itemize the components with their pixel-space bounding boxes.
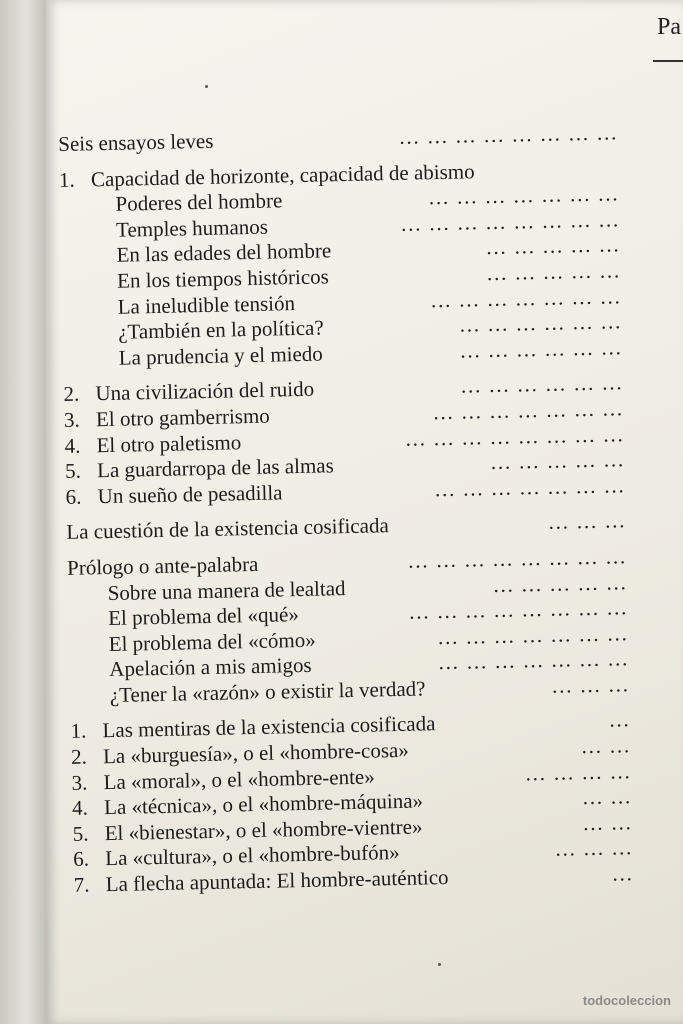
toc-entry-title: La prudencia y el miedo [118,341,324,370]
toc-leader-dots: … [608,707,631,733]
running-header-text: Pa [657,14,681,40]
toc-entry-title: El problema del «qué» [107,602,300,631]
toc-entry-title: La ineludible tensión [117,290,296,319]
toc-entry-title: El «bienestar», o el «hombre-vientre» [104,814,423,846]
toc-entry-title: La «cultura», o el «hombre-bufón» [104,840,400,871]
toc-leader-dots: … … … … … … … [427,181,620,210]
toc-entry-title: Una civilización del ruido [95,377,315,406]
toc-leader-dots: … [611,861,634,886]
toc-entry-title: El otro gamberrismo [95,403,271,432]
toc-entry-title: Seis ensayos leves [58,128,214,156]
toc-entry-title: Un sueño de pesadilla [97,480,283,508]
toc-entry-title: La cuestión de la existencia cosificada [66,513,390,545]
toc-leader-dots: … … … … … … … [436,620,629,649]
toc-leader-dots: … … … … … … … … [398,120,619,149]
toc-entry-number: 6. [72,846,90,872]
toc-entry-title: La «moral», o el «hombre-ente» [103,764,375,794]
running-header [643,0,683,80]
toc-entry-title: El otro paletismo [96,429,242,457]
toc-leader-dots: … … … … … … … [437,646,630,675]
paper-speck [205,85,208,88]
toc-entry-number: 1. [58,167,75,192]
toc-entry-number: 3. [71,770,88,795]
toc-leader-dots: … … … … … … … [429,283,622,312]
toc-leader-dots: … … [582,809,633,836]
toc-leader-dots: … … … … … [492,569,628,597]
toc-entry-title: Capacidad de horizonte, capacidad de abismo [90,158,475,191]
toc-entry-number: 6. [65,484,82,509]
toc-entry-number: 2. [63,381,80,407]
toc-leader-dots: … … … [547,508,627,535]
toc-leader-dots: … … [580,733,632,759]
toc-entry-title: La «burguesía», o el «hombre-cosa» [102,737,410,769]
toc-entry-title: Poderes del hombre [115,188,283,216]
toc-leader-dots: … … … … … [485,232,621,260]
watermark-logo: todocoleccion [582,993,671,1008]
toc-leader-dots: … … … [554,835,634,862]
header-rule [653,60,683,62]
toc-entry-title: ¿Tener la «razón» o existir la verdad? [109,676,426,707]
toc-entry-number: 7. [73,872,90,897]
toc-leader-dots: … … … … … … … … [407,544,628,573]
toc-leader-dots: … … … … … … [459,370,624,398]
toc-leader-dots: … … … … … … … [433,472,626,501]
toc-entry-number: 4. [71,795,89,821]
adjacent-page-edge [0,0,48,1024]
toc-leader-dots: … … … … [524,758,632,786]
toc-leader-dots: … … … … … … [459,334,623,363]
toc-leader-dots: … … … … … … [458,309,623,337]
toc-entry-title: La «técnica», o el «hombre-máquina» [103,788,424,820]
toc-entry-title: La guardarropa de las almas [96,453,335,483]
toc-entry-title: Sobre una manera de lealtad [107,575,346,605]
toc-entry-number: 3. [63,407,81,432]
toc-leader-dots: … … … … … … … [432,396,625,425]
toc-entry-number: 4. [64,433,81,458]
toc-leader-dots: … … … … … … … … [408,595,629,624]
toc-entry-title: Apelación a mis amigos [109,653,312,682]
toc-entry-title: Temples humanos [115,214,269,242]
paper-speck [438,963,441,966]
toc-entry-title: La flecha apuntada: El hombre-auténtico [105,865,449,897]
toc-leader-dots: … … … [550,672,630,698]
toc-entry-title: Prólogo o ante-palabra [66,551,259,580]
toc-entry-number: 5. [64,458,82,484]
toc-entry-title: En los tiempos históricos [116,264,330,293]
toc-entry-title: En las edades del hombre [116,238,332,268]
toc-entry-number: 2. [70,744,88,769]
toc-leader-dots: … … … … … [485,258,622,286]
toc-entry-number: 5. [72,821,89,846]
toc-leader-dots: … … … … … … … … [399,207,621,236]
toc-entry-title: Las mentiras de la existencia cosificada [102,711,436,743]
toc-leader-dots: … … … … … … … … [404,421,625,451]
toc-leader-dots: … … … … … [489,447,626,475]
toc-entry-number: 1. [70,719,87,744]
toc-entry-title: ¿También en la política? [117,315,324,344]
table-of-contents [58,120,634,898]
toc-entry-title: El problema del «cómo» [108,627,316,656]
toc-leader-dots: … … [581,784,633,810]
